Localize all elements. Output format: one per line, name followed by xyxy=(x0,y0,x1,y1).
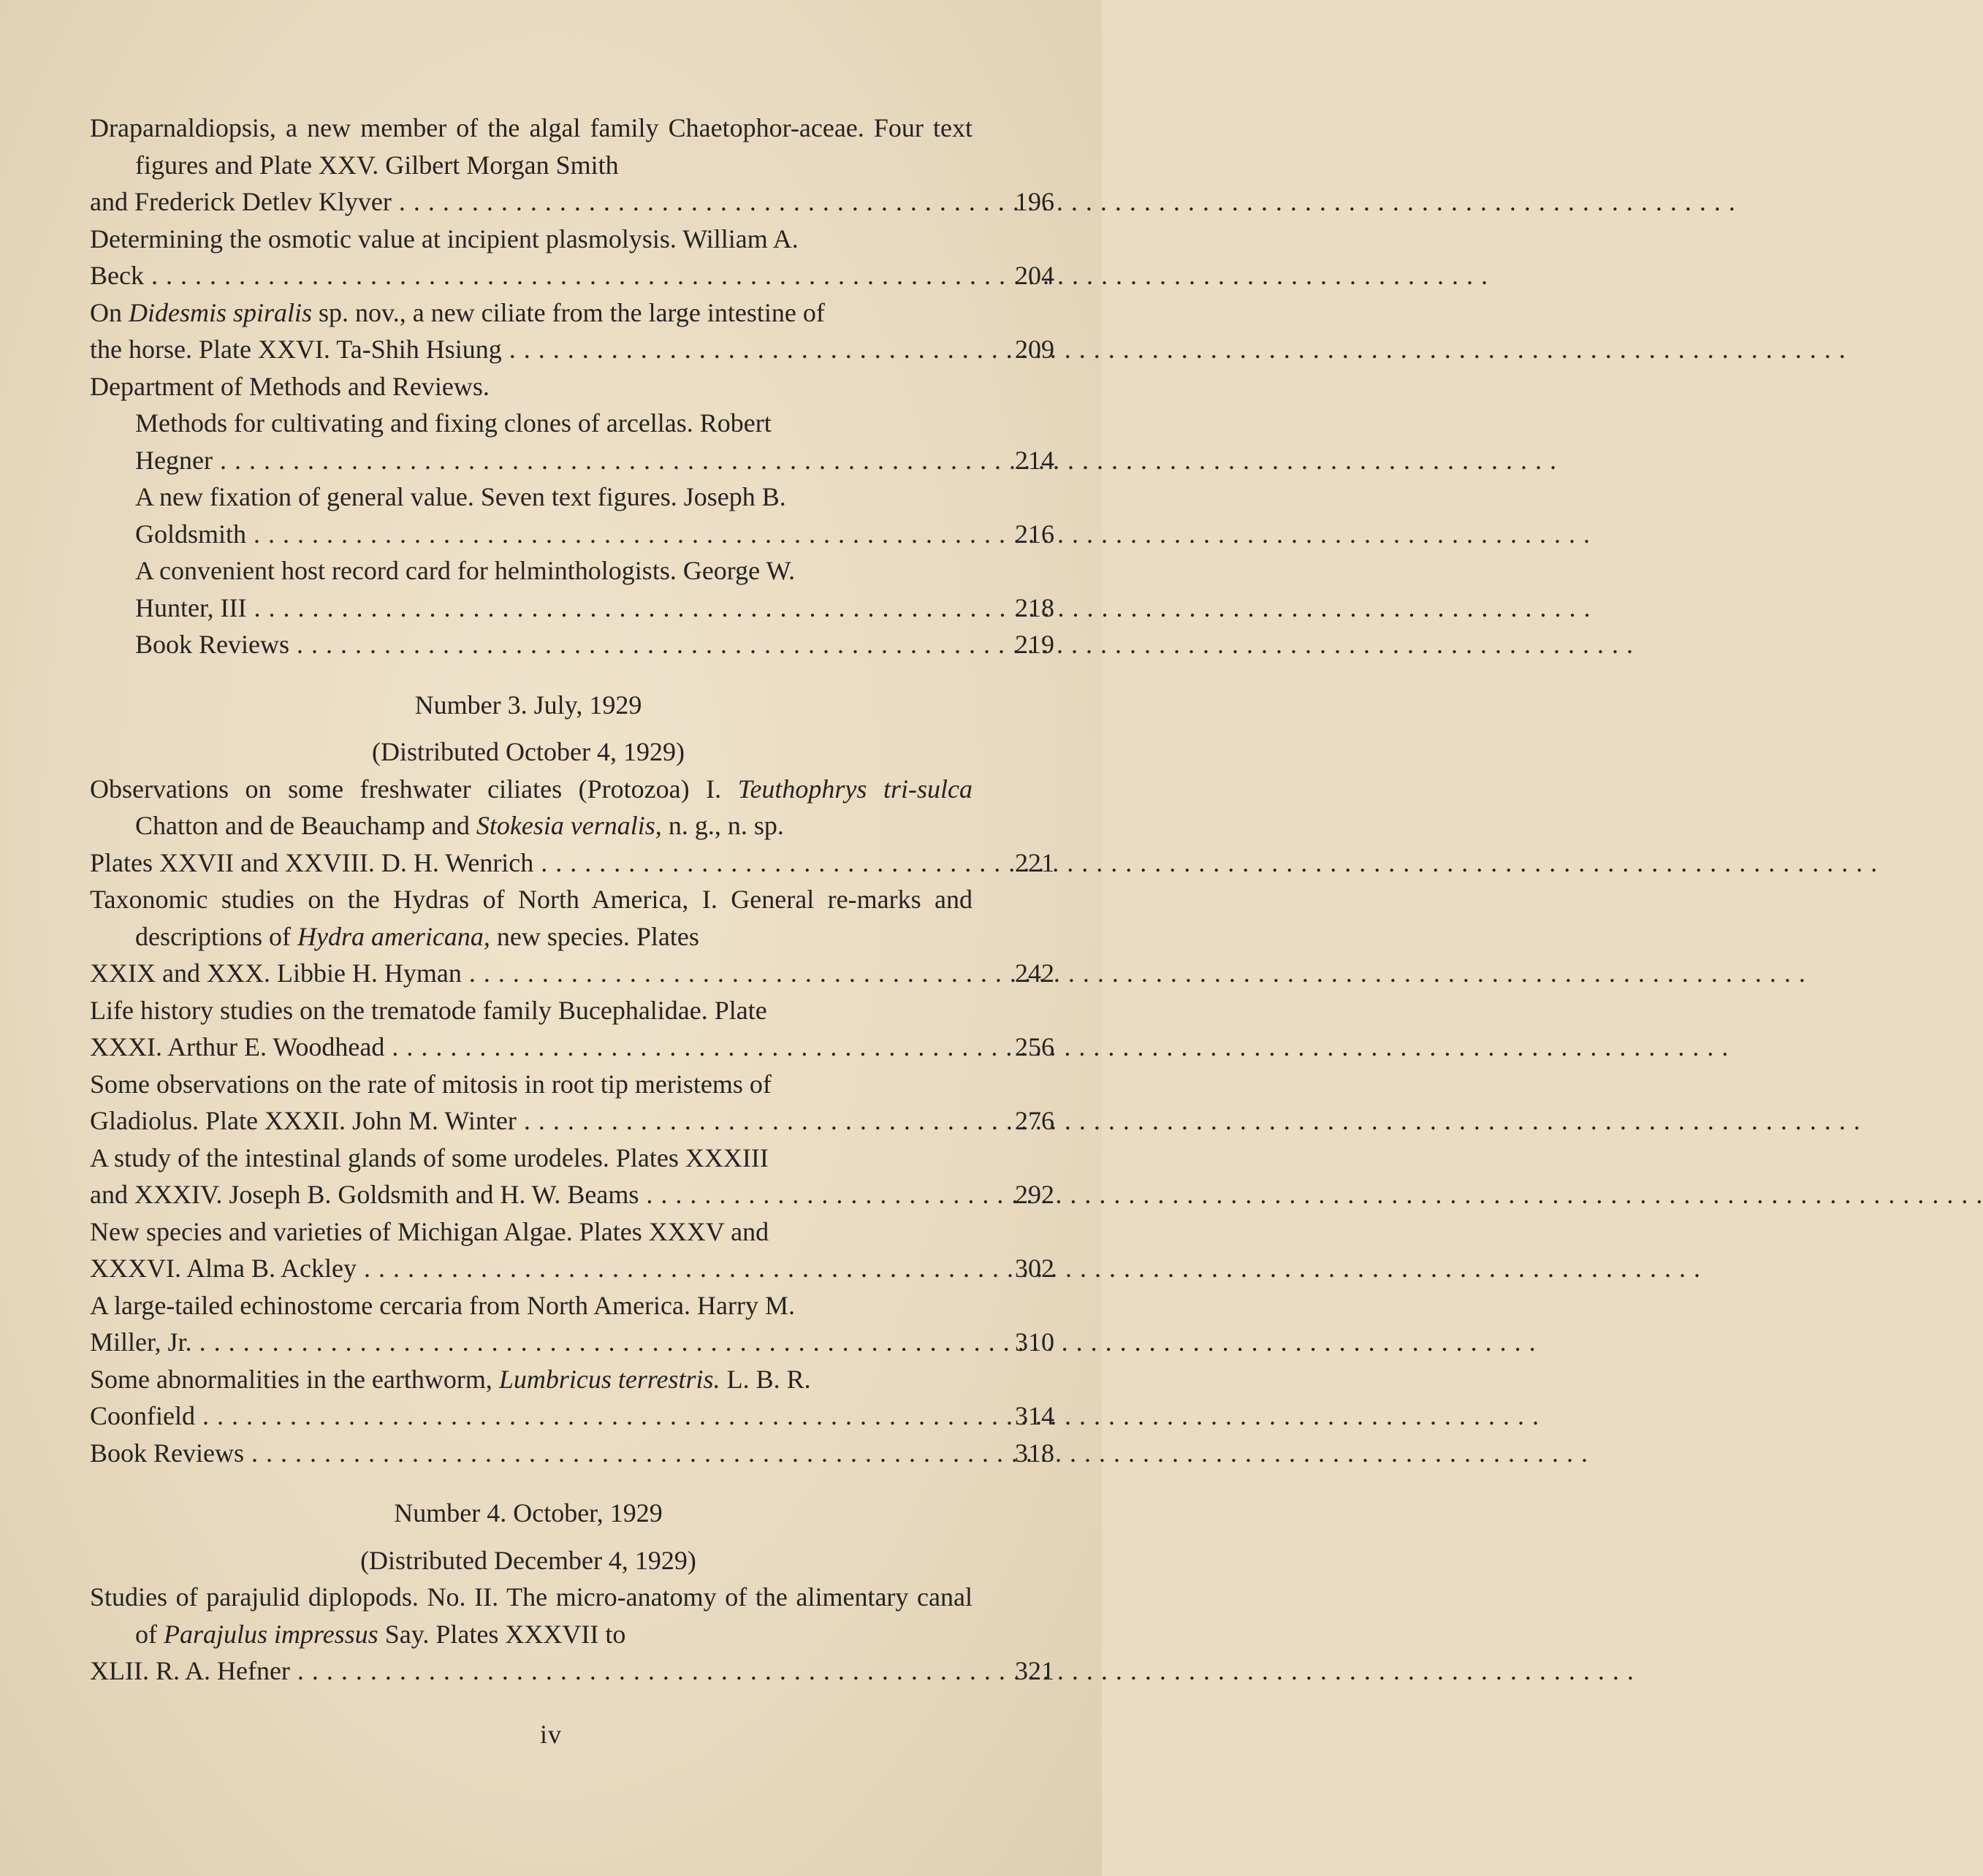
page-number: 214 xyxy=(1015,445,1054,475)
toc-entry xyxy=(90,221,1054,294)
entry-title: Some observations on the rate of mitosis in root tip meristems of xyxy=(90,1069,772,1099)
entry-title-start: Some abnormalities in the earthworm, xyxy=(90,1364,499,1394)
entry-author-line: Beck . . . xyxy=(135,257,973,294)
toc-entry xyxy=(90,1435,1054,1472)
page-number: 219 xyxy=(1015,630,1054,659)
entry-author-line: XXXI. Arthur E. Woodhead . . . xyxy=(135,1029,973,1066)
issue-distribution-date: (Distributed October 4, 1929) xyxy=(372,737,685,766)
page-number: 276 xyxy=(1015,1106,1054,1135)
entry-title-middle: Chatton and de Beauchamp and xyxy=(135,811,476,840)
table-of-contents xyxy=(90,110,1054,1690)
page-number: 216 xyxy=(1015,519,1054,549)
toc-entry xyxy=(90,881,1054,992)
entry-author-line: Goldsmith . . . xyxy=(180,516,973,553)
page-number: 209 xyxy=(1015,335,1054,364)
toc-entry xyxy=(135,626,1054,663)
entry-title: Life history studies on the trematode family Bucephalidae. Plate xyxy=(90,995,767,1025)
species-name: Didesmis spiralis xyxy=(129,297,313,327)
page-folio: iv xyxy=(539,1720,562,1749)
species-name: Lumbricus terrestris. xyxy=(498,1364,720,1394)
species-name: Teuthophrys tri-sulca xyxy=(737,774,973,804)
page-number: 204 xyxy=(1015,261,1054,290)
entry-author-line: Plates XXVII and XXVIII. D. H. Wenrich . . . xyxy=(135,844,973,882)
entry-title-end: Say. Plates XXXVII to xyxy=(378,1619,626,1649)
page-number: 196 xyxy=(1015,187,1054,216)
entry-title-start: On xyxy=(90,297,129,327)
page-number: 302 xyxy=(1015,1254,1054,1283)
toc-entry xyxy=(90,110,1054,221)
entry-title: A new fixation of general value. Seven text figures. Joseph B. xyxy=(135,482,786,511)
entry-author-line: Miller, Jr. . . . xyxy=(135,1324,973,1361)
entry-title: Determining the osmotic value at incipient plasmolysis. William A. xyxy=(90,224,799,253)
toc-entry xyxy=(90,1579,1054,1690)
page-number: 314 xyxy=(1015,1401,1054,1430)
entry-author-line: Hunter, III . . . xyxy=(180,590,973,627)
toc-entry xyxy=(135,552,1054,626)
entry-author-line: Gladiolus. Plate XXXII. John M. Winter . . . xyxy=(135,1102,973,1140)
entry-author-line: the horse. Plate XXVI. Ta-Shih Hsiung . . . xyxy=(135,331,973,368)
entry-title: A large-tailed echinostome cercaria from North America. Harry M. xyxy=(90,1290,795,1320)
toc-entry xyxy=(90,1361,1054,1435)
entry-title-end: sp. nov., a new ciliate from the large intestine of xyxy=(312,297,825,327)
toc-entry xyxy=(90,1066,1054,1140)
entry-title-end: n. g., n. sp. xyxy=(661,811,784,840)
issue-distribution-date: (Distributed December 4, 1929) xyxy=(360,1545,696,1575)
entry-author-line: XXXVI. Alma B. Ackley . . . xyxy=(135,1250,973,1287)
species-name: Parajulus impressus xyxy=(164,1619,378,1649)
entry-title: New species and varieties of Michigan Algae. Plates XXXV and xyxy=(90,1216,769,1246)
species-name: Hydra americana, xyxy=(297,921,490,951)
issue-heading: Number 4. October, 1929 xyxy=(394,1498,663,1528)
entry-title-start: Observations on some freshwater ciliates (Protozoa) I. xyxy=(90,774,738,804)
entry-author-line: Coonfield . . . xyxy=(135,1398,973,1435)
page-number: 256 xyxy=(1015,1032,1054,1061)
entry-author-line: and XXXIV. Joseph B. Goldsmith and H. W. Beams . . . xyxy=(135,1176,973,1213)
page-number: 242 xyxy=(1015,958,1054,988)
entry-title: Book Reviews . . . xyxy=(180,626,973,663)
toc-entry xyxy=(90,992,1054,1066)
toc-entry xyxy=(90,1140,1054,1213)
section-department-title: Department of Methods and Reviews. xyxy=(90,371,490,401)
species-name: Stokesia vernalis, xyxy=(476,811,662,840)
toc-entry xyxy=(90,1287,1054,1361)
page-number: 292 xyxy=(1015,1180,1054,1209)
entry-title: A convenient host record card for helminthologists. George W. xyxy=(135,556,796,585)
entry-title-start: Taxonomic studies on the Hydras of North America, I. General re-marks and descriptions of xyxy=(90,885,973,951)
toc-entry xyxy=(90,1213,1054,1287)
toc-entry xyxy=(135,405,1054,478)
entry-title: Book Reviews . . . xyxy=(90,1435,973,1472)
entry-title: Draparnaldiopsis, a new member of the algal family Chaetophor-aceae. Four text figures and Plate XXV. Gilbert Morgan Smith xyxy=(90,113,973,180)
entry-title-end: new species. Plates xyxy=(490,921,699,951)
page-number: 318 xyxy=(1015,1438,1054,1468)
page-number: 218 xyxy=(1015,592,1054,622)
entry-author-line: and Frederick Detlev Klyver . . . xyxy=(135,183,973,221)
entry-author-line: XLII. R. A. Hefner . . . xyxy=(135,1652,973,1690)
entry-title: Methods for cultivating and fixing clones of arcellas. Robert xyxy=(135,408,772,438)
entry-title-end: L. B. R. xyxy=(720,1364,811,1394)
toc-entry xyxy=(90,294,1054,368)
page-number: 321 xyxy=(1015,1656,1054,1685)
entry-title: A study of the intestinal glands of some urodeles. Plates XXXIII xyxy=(90,1143,769,1172)
page-number: 221 xyxy=(1015,847,1054,877)
entry-author-line: XXIX and XXX. Libbie H. Hyman . . . xyxy=(135,955,973,992)
entry-author-line: Hegner . . . xyxy=(180,442,973,479)
issue-heading: Number 3. July, 1929 xyxy=(414,690,642,720)
entry-title-start: Studies of parajulid diplopods. No. II. The micro-anatomy of the alimentary canal of xyxy=(90,1582,973,1649)
page-number: 310 xyxy=(1015,1327,1054,1357)
toc-entry xyxy=(135,478,1054,552)
toc-entry xyxy=(90,771,1054,882)
